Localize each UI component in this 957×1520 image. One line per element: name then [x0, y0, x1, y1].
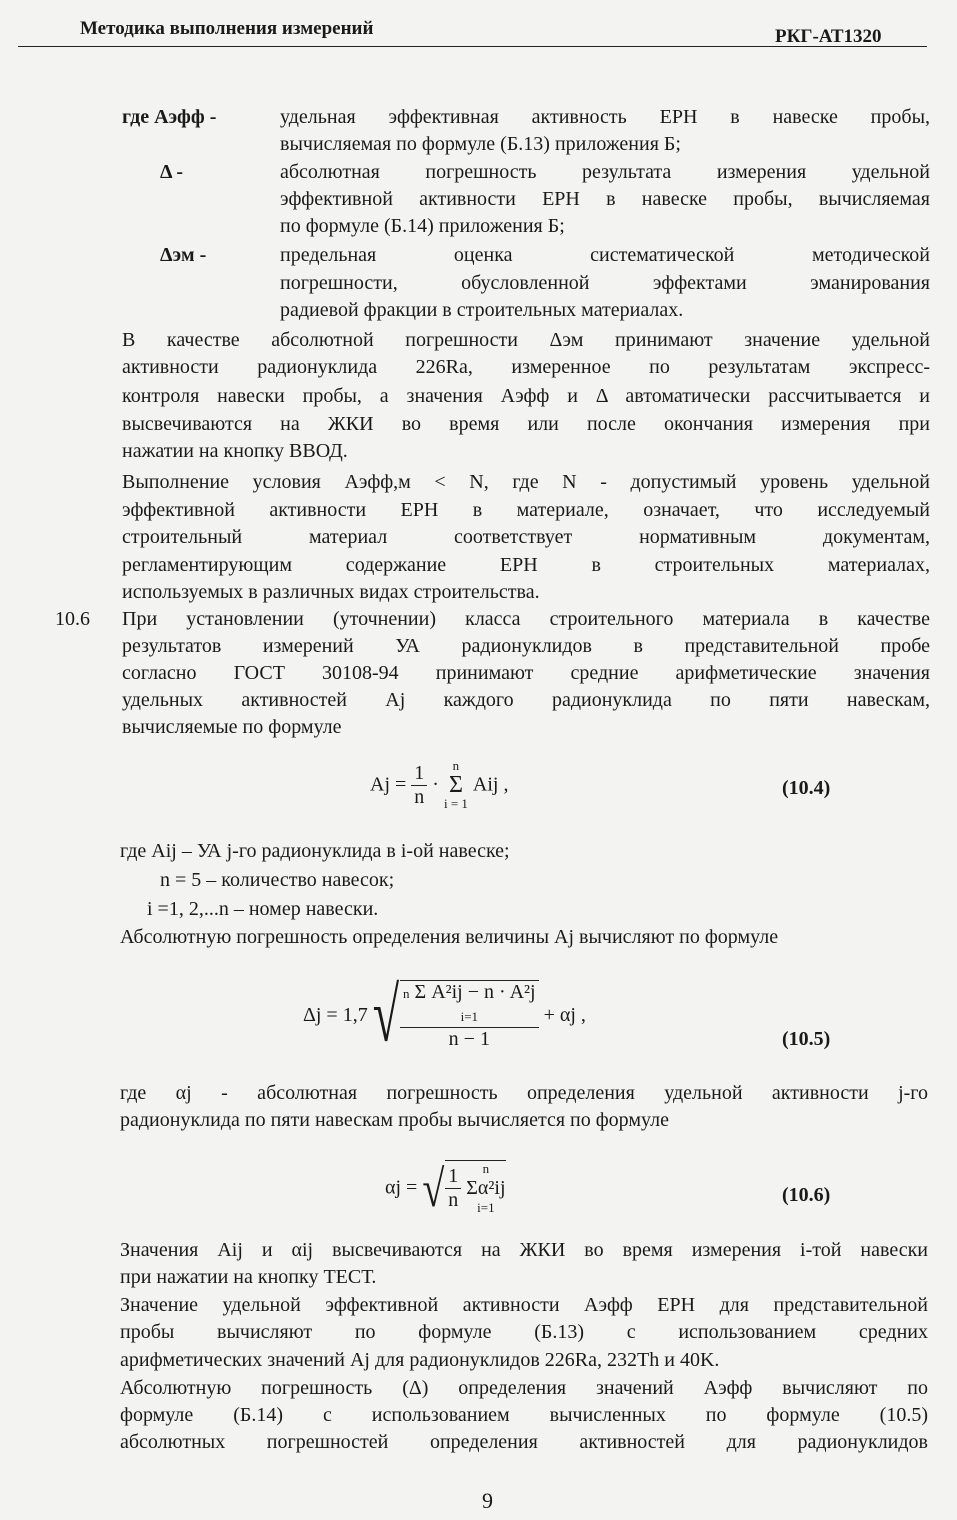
def-line: удельная эффективная активность ЕРН в навеске пробы,: [280, 106, 930, 128]
formula-lhs: αj =: [385, 1176, 418, 1199]
sum-term: Σα²ij: [466, 1177, 506, 1199]
header-doc-code: РКГ-АТ1320: [775, 26, 882, 47]
sum-upper: n: [403, 986, 410, 1001]
sum-lower: i=1: [460, 1009, 479, 1024]
para-line: используемых в различных видах строительства.: [122, 581, 540, 603]
para-line: активности радионуклида 226Ra, измеренное по результатам экспресс-: [122, 356, 930, 378]
para-line: контроля навески пробы, а значения Аэфф и Δ автоматически рассчитывается и: [122, 385, 930, 407]
formula-term: Aij ,: [472, 773, 509, 796]
para-line: удельных активностей Aj каждого радионуклида по пяти навескам,: [122, 689, 930, 711]
fraction-numerator: 1: [445, 1165, 461, 1189]
formula-10-5: [303, 973, 586, 1058]
header-title: Методика выполнения измерений: [80, 18, 374, 39]
formula-10-6: [385, 1160, 506, 1216]
sqrt-sign: √: [372, 973, 400, 1058]
header-rule: [18, 46, 927, 47]
equation-number: (10.4): [782, 777, 831, 799]
formula-10-4: [370, 758, 508, 812]
para-line: Значения Aij и αij высвечиваются на ЖКИ во время измерения i-той навески: [120, 1239, 928, 1261]
para-line: результатов измерений УА радионуклидов в представительной пробе: [122, 635, 930, 657]
para-line: где αj - абсолютная погрешность определения удельной активности j-го: [120, 1082, 928, 1104]
def-line: вычисляемая по формуле (Б.13) приложения Б;: [280, 133, 681, 155]
para-line: Абсолютную погрешность (Δ) определения значений Аэфф вычисляют по: [120, 1377, 928, 1399]
def-line: эффективной активности ЕРН в навеске пробы, вычисляемая: [280, 188, 930, 210]
formula-lhs: Aj =: [370, 773, 407, 796]
para-line: арифметических значений Aj для радионуклидов 226Ra, 232Th и 40K.: [120, 1349, 720, 1371]
fraction-denominator: n: [448, 1189, 459, 1211]
para-line: регламентирующим содержание ЕРН в строительных материалах,: [122, 554, 930, 576]
fraction-numerator: Σ A²ij − n · A²j: [414, 981, 536, 1003]
def-term: Δэм -: [160, 244, 207, 266]
para-line: строительный материал соответствует нормативным документам,: [122, 526, 930, 548]
para-line: согласно ГОСТ 30108-94 принимают средние арифметические значения: [122, 662, 930, 684]
para-line: при нажатии на кнопку ТЕСТ.: [120, 1266, 377, 1288]
sqrt-sign: √: [422, 1158, 445, 1218]
para-line: пробы вычисляют по формуле (Б.13) с использованием средних: [120, 1321, 928, 1343]
para-line: вычисляемые по формуле: [122, 716, 342, 738]
sum-lower: i=1: [477, 1200, 495, 1215]
fraction-numerator: 1: [411, 762, 427, 786]
sum-upper: n: [482, 1161, 490, 1176]
where-line: где Aij – УА j-го радионуклида в i-ой навеске;: [120, 840, 510, 862]
para-line: Значение удельной эффективной активности Аэфф ЕРН для представительной: [120, 1294, 928, 1316]
sum-upper: n: [452, 758, 460, 773]
def-line: абсолютная погрешность результата измерения удельной: [280, 161, 930, 183]
para-line: абсолютных погрешностей определения активностей для радионуклидов: [120, 1431, 928, 1453]
dot: ·: [432, 773, 439, 796]
def-line: радиевой фракции в строительных материалах.: [280, 299, 684, 321]
formula-lhs: Δj = 1,7: [303, 1004, 368, 1026]
para-line: нажатии на кнопку ВВОД.: [122, 440, 348, 462]
where-line: n = 5 – количество навесок;: [160, 869, 395, 891]
para-line: высвечиваются на ЖКИ во время или после окончания измерения при: [122, 413, 930, 435]
fraction-denominator: n: [414, 785, 425, 808]
sum-sign: Σ: [448, 772, 463, 798]
equation-number: (10.5): [782, 1028, 831, 1050]
para-line: Абсолютную погрешность определения величины Aj вычисляют по формуле: [120, 926, 779, 948]
para-line: В качестве абсолютной погрешности Δэм принимают значение удельной: [122, 329, 930, 351]
def-line: по формуле (Б.14) приложения Б;: [280, 215, 565, 237]
para-line: формуле (Б.14) с использованием вычисленных по формуле (10.5): [120, 1404, 928, 1426]
def-term: Δ -: [160, 161, 184, 183]
para-line: Выполнение условия Аэфф,м < N, где N - допустимый уровень удельной: [122, 471, 930, 493]
def-line: погрешности, обусловленной эффектами эманирования: [280, 272, 930, 294]
para-line: эффективной активности ЕРН в материале, означает, что исследуемый: [122, 499, 930, 521]
section-number: 10.6: [55, 608, 90, 630]
sum-lower: i = 1: [443, 796, 468, 811]
def-line: предельная оценка систематической методической: [280, 244, 930, 266]
def-term: где Аэфф -: [122, 106, 217, 128]
page-number: 9: [482, 1488, 493, 1513]
formula-term: + αj ,: [543, 1004, 586, 1026]
para-line: При установлении (уточнении) класса строительного материала в качестве: [122, 608, 930, 630]
where-line: i =1, 2,...n – номер навески.: [147, 898, 379, 920]
equation-number: (10.6): [782, 1184, 831, 1206]
para-line: радионуклида по пяти навескам пробы вычисляется по формуле: [120, 1109, 670, 1131]
fraction-denominator: n − 1: [448, 1028, 490, 1050]
